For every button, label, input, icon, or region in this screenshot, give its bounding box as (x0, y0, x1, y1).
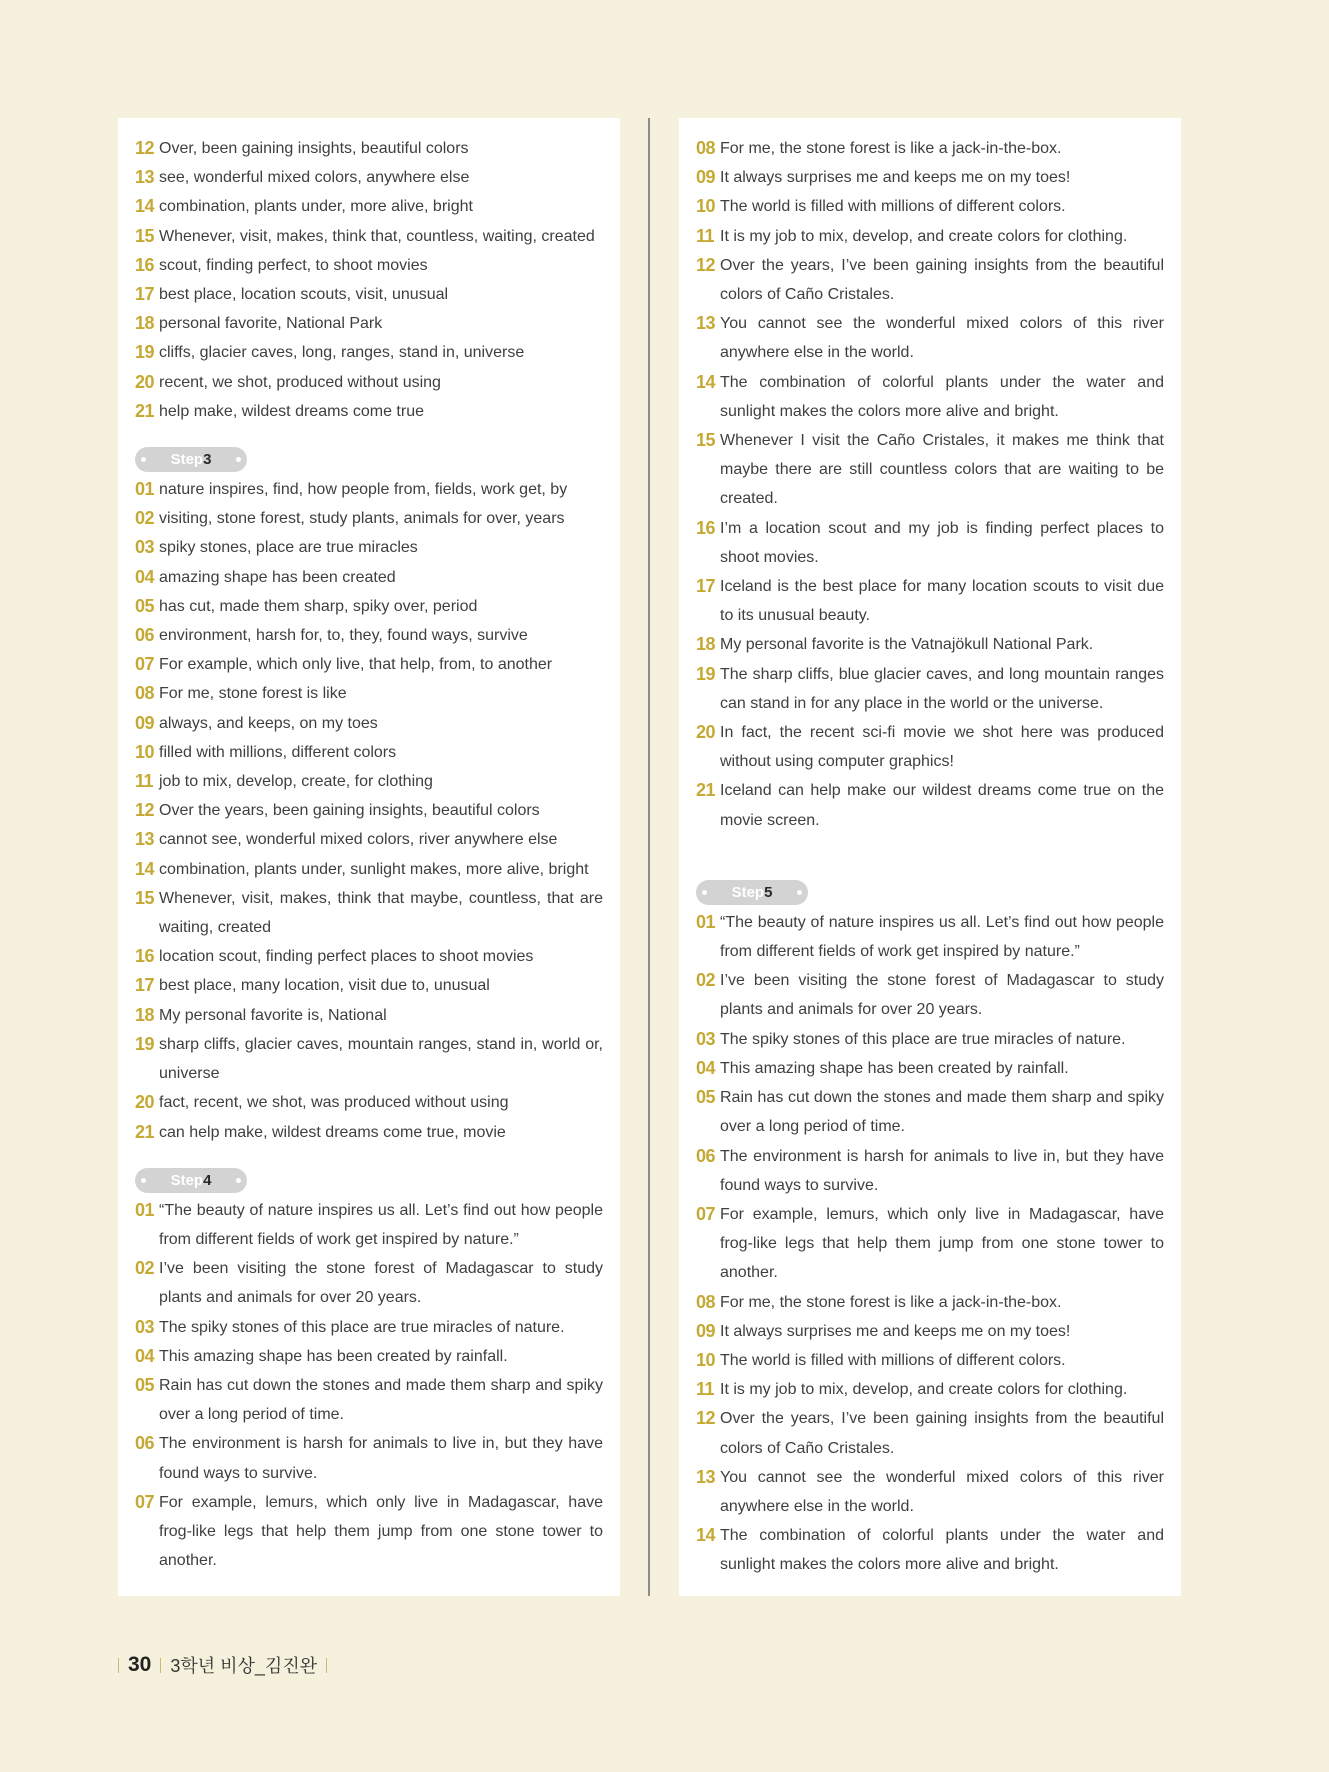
line-text: “The beauty of nature inspires us all. Let’s find out how people from different fields of work get inspired by nature.” (159, 1201, 603, 1248)
numbered-line (696, 908, 1164, 966)
numbered-line (135, 163, 603, 192)
line-text: Rain has cut down the stones and made them sharp and spiky over a long period of time. (720, 1089, 1164, 1136)
numbered-line (135, 309, 603, 338)
numbered-line (696, 1142, 1164, 1200)
line-text: combination, plants under, more alive, bright (159, 198, 473, 216)
line-text: It always surprises me and keeps me on my toes! (720, 1322, 1071, 1340)
line-number: 02 (135, 1258, 155, 1279)
line-text: This amazing shape has been created by rainfall. (720, 1059, 1069, 1077)
numbered-line (696, 1463, 1164, 1521)
numbered-line (135, 1030, 603, 1088)
numbered-line (696, 1317, 1164, 1346)
numbered-line (696, 718, 1164, 776)
line-text: The spiky stones of this place are true miracles of nature. (159, 1318, 565, 1336)
numbered-line (135, 475, 603, 504)
line-number: 16 (135, 254, 155, 275)
numbered-line (696, 192, 1164, 221)
line-number: 03 (135, 1316, 155, 1337)
step-label: Step (731, 883, 765, 901)
footer-divider (160, 1658, 161, 1673)
right-column (679, 118, 1181, 1596)
numbered-line (696, 1054, 1164, 1083)
line-text: cliffs, glacier caves, long, ranges, stand in, universe (159, 344, 525, 362)
numbered-line (696, 222, 1164, 251)
line-text: For example, which only live, that help, from, to another (159, 656, 553, 674)
numbered-line (135, 1313, 603, 1342)
numbered-line (135, 192, 603, 221)
line-text: visiting, stone forest, study plants, animals for over, years (159, 510, 565, 528)
line-number: 08 (696, 1291, 716, 1312)
line-text: Iceland is the best place for many location scouts to visit due to its unusual beauty. (720, 578, 1164, 625)
numbered-line (135, 679, 603, 708)
line-number: 10 (696, 1349, 716, 1370)
line-text: Whenever, visit, makes, think that, countless, waiting, created (159, 227, 595, 245)
numbered-line (135, 1196, 603, 1254)
line-number: 04 (135, 1345, 155, 1366)
line-text: This amazing shape has been created by rainfall. (159, 1347, 508, 1365)
line-text: best place, many location, visit due to, unusual (159, 977, 490, 995)
step-5-lines (696, 908, 1164, 1580)
step-number: 5 (764, 883, 773, 901)
line-number: 12 (135, 138, 155, 158)
numbered-line (696, 966, 1164, 1024)
line-number: 17 (696, 576, 716, 597)
line-number: 10 (135, 741, 155, 762)
line-number: 20 (135, 1092, 155, 1113)
line-number: 10 (696, 196, 716, 217)
line-number: 20 (135, 371, 155, 392)
line-text: Whenever, visit, makes, think that maybe, countless, that are waiting, created (159, 889, 603, 937)
numbered-line (135, 738, 603, 767)
line-number: 03 (135, 537, 155, 558)
line-number: 03 (696, 1028, 716, 1049)
line-text: best place, location scouts, visit, unusual (159, 286, 449, 304)
line-text: sharp cliffs, glacier caves, mountain ranges, stand in, world or, universe (159, 1035, 603, 1083)
line-number: 17 (135, 284, 155, 305)
line-number: 08 (696, 138, 716, 158)
numbered-line (135, 563, 603, 592)
line-text: spiky stones, place are true miracles (159, 539, 418, 557)
line-text: location scout, finding perfect places to shoot movies (159, 948, 534, 966)
line-text: Whenever I visit the Caño Cristales, it makes me think that maybe there are still countless colors that are waiting to be created. (720, 432, 1164, 508)
line-text: My personal favorite is the Vatnajökull National Park. (720, 636, 1094, 654)
numbered-line (696, 368, 1164, 426)
line-number: 12 (696, 1408, 716, 1429)
numbered-line (696, 251, 1164, 309)
line-number: 13 (135, 167, 155, 188)
line-text: The spiky stones of this place are true miracles of nature. (720, 1030, 1126, 1048)
line-text: Over the years, I’ve been gaining insights from the beautiful colors of Caño Cristales. (720, 1410, 1164, 1457)
line-number: 11 (696, 1379, 715, 1400)
page-footer (118, 1650, 336, 1680)
numbered-line (135, 592, 603, 621)
numbered-line (135, 251, 603, 280)
numbered-line (696, 660, 1164, 718)
line-number: 06 (135, 625, 155, 646)
line-text: can help make, wildest dreams come true, movie (159, 1123, 506, 1141)
numbered-line (135, 397, 603, 426)
line-number: 13 (135, 829, 155, 850)
numbered-line (696, 1346, 1164, 1375)
line-number: 16 (135, 946, 155, 967)
line-number: 09 (696, 1320, 716, 1341)
line-text: Over, been gaining insights, beautiful colors (159, 140, 469, 157)
numbered-line (135, 971, 603, 1000)
line-number: 05 (135, 1374, 155, 1395)
line-text: job to mix, develop, create, for clothing (159, 773, 433, 791)
line-number: 15 (696, 430, 716, 451)
line-number: 20 (696, 722, 716, 743)
numbered-line (696, 514, 1164, 572)
line-number: 01 (135, 479, 155, 500)
line-number: 16 (696, 517, 716, 538)
page-number: 30 (128, 1653, 152, 1676)
line-text: Over the years, been gaining insights, beautiful colors (159, 802, 540, 820)
numbered-line (135, 1429, 603, 1487)
line-text: “The beauty of nature inspires us all. Let’s find out how people from different fields of work get inspired by nature.” (720, 913, 1164, 961)
numbered-line (696, 309, 1164, 367)
line-number: 18 (135, 1004, 155, 1025)
line-text: For me, stone forest is like (159, 685, 347, 703)
step-number: 3 (203, 451, 212, 469)
line-number: 17 (135, 975, 155, 996)
step-number: 4 (203, 1171, 212, 1189)
numbered-line (135, 504, 603, 533)
line-text: The environment is harsh for animals to live in, but they have found ways to survive. (720, 1147, 1164, 1194)
line-text: fact, recent, we shot, was produced without using (159, 1094, 509, 1112)
line-number: 09 (135, 712, 155, 733)
line-number: 18 (135, 313, 155, 334)
line-number: 08 (135, 683, 155, 704)
numbered-line (135, 222, 603, 251)
numbered-line (135, 368, 603, 397)
line-number: 21 (135, 1121, 155, 1142)
line-text: It is my job to mix, develop, and create colors for clothing. (720, 1381, 1128, 1399)
line-text: Over the years, I’ve been gaining insights from the beautiful colors of Caño Cristales. (720, 256, 1164, 304)
column-divider (648, 118, 650, 1596)
line-text: help make, wildest dreams come true (159, 402, 424, 420)
line-text: You cannot see the wonderful mixed colors of this river anywhere else in the world. (720, 315, 1164, 362)
numbered-line (696, 1288, 1164, 1317)
line-text: I’m a location scout and my job is finding perfect places to shoot movies. (720, 519, 1164, 566)
numbered-line (135, 1118, 603, 1147)
line-number: 13 (696, 1466, 716, 1487)
numbered-line (696, 1025, 1164, 1054)
left-intro-lines (135, 134, 603, 426)
step-3-lines (135, 475, 603, 1147)
line-text: personal favorite, National Park (159, 315, 383, 333)
numbered-line (696, 1521, 1164, 1579)
footer-divider (118, 1658, 119, 1673)
numbered-line (696, 1083, 1164, 1141)
line-text: The combination of colorful plants under the water and sunlight makes the colors more alive and bright. (720, 373, 1164, 420)
line-number: 14 (696, 1525, 716, 1546)
line-text: scout, finding perfect, to shoot movies (159, 256, 428, 274)
numbered-line (135, 1001, 603, 1030)
step-4-badge (135, 1168, 247, 1193)
numbered-line (696, 776, 1164, 834)
numbered-line (696, 1200, 1164, 1288)
line-number: 15 (135, 887, 155, 908)
line-text: The sharp cliffs, blue glacier caves, and long mountain ranges can stand in for any place in the world or the universe. (720, 665, 1164, 712)
line-number: 14 (135, 196, 155, 217)
numbered-line (135, 825, 603, 854)
line-number: 21 (696, 780, 716, 801)
line-number: 19 (135, 342, 155, 363)
book-label: 3학년 비상_김진완 (170, 1656, 318, 1676)
line-text: The environment is harsh for animals to live in, but they have found ways to survive. (159, 1435, 603, 1482)
line-text: For example, lemurs, which only live in Madagascar, have frog-like legs that help them jump from one stone tower to another. (720, 1205, 1164, 1282)
line-text: always, and keeps, on my toes (159, 714, 378, 732)
line-number: 11 (135, 771, 154, 792)
line-number: 05 (696, 1087, 716, 1108)
line-text: cannot see, wonderful mixed colors, river anywhere else (159, 831, 558, 849)
numbered-line (135, 942, 603, 971)
line-number: 21 (135, 400, 155, 421)
step-3-badge (135, 447, 247, 472)
numbered-line (696, 572, 1164, 630)
line-text: filled with millions, different colors (159, 743, 397, 761)
numbered-line (135, 1488, 603, 1576)
line-number: 13 (696, 313, 716, 334)
numbered-line (135, 1342, 603, 1371)
numbered-line (135, 533, 603, 562)
step-4-lines (135, 1196, 603, 1576)
line-text: has cut, made them sharp, spiky over, period (159, 597, 478, 615)
line-text: The world is filled with millions of different colors. (720, 198, 1066, 216)
line-text: see, wonderful mixed colors, anywhere else (159, 169, 470, 187)
numbered-line (696, 1404, 1164, 1462)
line-number: 06 (135, 1433, 155, 1454)
line-number: 01 (696, 911, 716, 932)
line-text: Iceland can help make our wildest dreams come true on the movie screen. (720, 782, 1164, 829)
line-text: In fact, the recent sci-fi movie we shot here was produced without using computer graphics! (720, 724, 1164, 771)
line-number: 02 (135, 508, 155, 529)
numbered-line (135, 338, 603, 367)
line-number: 02 (696, 970, 716, 991)
line-text: It always surprises me and keeps me on my toes! (720, 169, 1071, 187)
line-text: My personal favorite is, National (159, 1006, 387, 1024)
left-column (118, 118, 620, 1596)
line-number: 07 (135, 654, 155, 675)
line-text: amazing shape has been created (159, 568, 396, 586)
numbered-line (696, 134, 1164, 163)
line-number: 11 (696, 225, 715, 246)
line-number: 07 (135, 1491, 155, 1512)
line-number: 09 (696, 167, 716, 188)
numbered-line (135, 855, 603, 884)
line-number: 12 (696, 254, 716, 275)
numbered-line (135, 767, 603, 796)
line-number: 01 (135, 1199, 155, 1220)
line-text: For me, the stone forest is like a jack-in-the-box. (720, 140, 1062, 157)
step-label: Step (170, 1171, 204, 1189)
line-text: recent, we shot, produced without using (159, 373, 441, 391)
numbered-line (135, 1088, 603, 1117)
line-text: You cannot see the wonderful mixed colors of this river anywhere else in the world. (720, 1468, 1164, 1515)
right-intro-lines (696, 134, 1164, 835)
line-text: For me, the stone forest is like a jack-in-the-box. (720, 1293, 1062, 1311)
line-text: For example, lemurs, which only live in Madagascar, have frog-like legs that help them jump from one stone tower to another. (159, 1493, 603, 1570)
line-number: 04 (135, 566, 155, 587)
line-number: 12 (135, 800, 155, 821)
line-number: 14 (135, 858, 155, 879)
line-number: 05 (135, 595, 155, 616)
numbered-line (135, 1254, 603, 1312)
line-text: It is my job to mix, develop, and create colors for clothing. (720, 227, 1128, 245)
line-number: 19 (135, 1033, 155, 1054)
numbered-line (135, 650, 603, 679)
line-text: I’ve been visiting the stone forest of Madagascar to study plants and animals for over 20 years. (720, 972, 1164, 1019)
step-label: Step (170, 451, 204, 469)
numbered-line (696, 630, 1164, 659)
line-text: The combination of colorful plants under the water and sunlight makes the colors more alive and bright. (720, 1527, 1164, 1574)
numbered-line (135, 621, 603, 650)
line-number: 15 (135, 225, 155, 246)
line-number: 14 (696, 371, 716, 392)
footer-divider (326, 1658, 327, 1673)
numbered-line (135, 709, 603, 738)
numbered-line (135, 884, 603, 942)
step-5-badge (696, 880, 808, 905)
numbered-line (135, 280, 603, 309)
line-text: Rain has cut down the stones and made them sharp and spiky over a long period of time. (159, 1376, 603, 1424)
line-text: combination, plants under, sunlight makes, more alive, bright (159, 860, 589, 878)
numbered-line (135, 796, 603, 825)
line-text: environment, harsh for, to, they, found ways, survive (159, 627, 528, 645)
numbered-line (696, 1375, 1164, 1404)
line-number: 19 (696, 663, 716, 684)
line-text: The world is filled with millions of different colors. (720, 1351, 1066, 1369)
numbered-line (696, 163, 1164, 192)
line-number: 18 (696, 634, 716, 655)
line-text: I’ve been visiting the stone forest of Madagascar to study plants and animals for over 20 years. (159, 1260, 603, 1307)
numbered-line (696, 426, 1164, 514)
line-number: 07 (696, 1203, 716, 1224)
numbered-line (135, 134, 603, 163)
line-text: nature inspires, find, how people from, fields, work get, by (159, 481, 568, 499)
line-number: 04 (696, 1057, 716, 1078)
line-number: 06 (696, 1145, 716, 1166)
numbered-line (135, 1371, 603, 1429)
